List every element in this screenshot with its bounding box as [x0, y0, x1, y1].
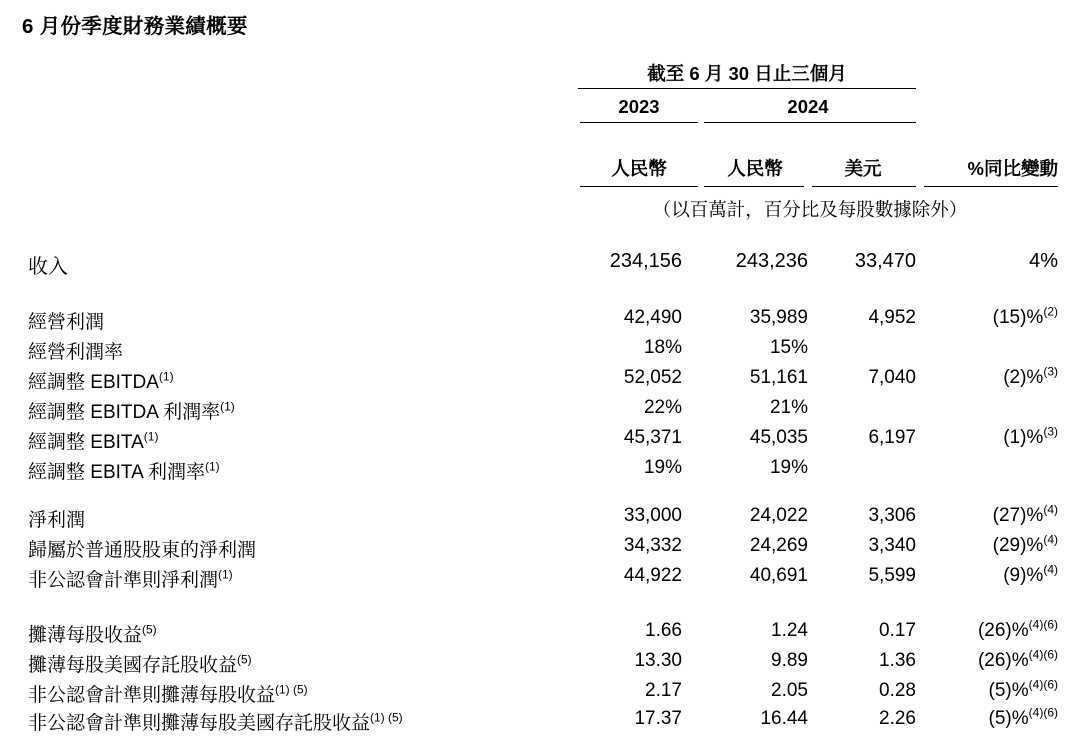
cell-usd-2024: 3,340: [868, 535, 916, 556]
cell-rmb-2023: 13.30: [634, 650, 682, 671]
cell-change: (2)%$^{(3)}$: [1003, 364, 1058, 388]
row-label-footnote: (1) (5): [370, 710, 403, 725]
cell-change: (27)%$^{(4)}$: [992, 502, 1058, 526]
cell-rmb-2023: 234,156: [609, 250, 682, 272]
row-label: 非公認會計準則攤薄每股美國存託股收益$^{(1) (5)}$: [28, 710, 403, 734]
cell-rmb-2023: 2.17: [645, 680, 682, 701]
table-row: [0, 250, 1080, 280]
table-row: [0, 337, 1080, 367]
cell-usd-2024: 3,306: [868, 505, 916, 526]
cell-change: (15)%$^{(2)}$: [992, 304, 1058, 328]
table-row: [0, 397, 1080, 427]
column-group-period: 截至 6 月 30 日止三個月: [647, 63, 847, 84]
cell-rmb-2024: 40,691: [749, 565, 808, 586]
cell-rmb-2024: 243,236: [735, 250, 808, 272]
table-row: [0, 562, 1080, 595]
cell-rmb-2023: 19%: [643, 457, 682, 478]
row-label: 經調整 EBITDA 利潤率$^{(1)}$: [28, 399, 235, 423]
cell-rmb-2023: 18%: [643, 337, 682, 358]
row-label: 收入: [28, 256, 68, 278]
cell-rmb-2024: 24,269: [749, 535, 808, 556]
column-header-yoy-change: %同比變動: [967, 158, 1058, 179]
row-label-footnote: (5): [142, 622, 157, 637]
table-row: [0, 532, 1080, 565]
row-label: 經調整 EBITA$^{(1)}$: [28, 429, 159, 453]
column-header-2024: 2024: [787, 96, 829, 117]
cell-rmb-2023: 17.37: [634, 708, 682, 729]
cell-rmb-2023: 1.66: [645, 620, 682, 641]
cell-rmb-2024: 1.24: [771, 620, 808, 641]
row-label: 經營利潤率: [28, 342, 124, 363]
table-row: [0, 424, 1080, 457]
table-row: [0, 457, 1080, 487]
cell-rmb-2024: 35,989: [749, 307, 808, 328]
table-row: [0, 677, 1080, 710]
cell-change: (29)%$^{(4)}$: [992, 532, 1058, 556]
cell-usd-2024: 5,599: [868, 565, 916, 586]
row-label: 攤薄每股美國存託股收益$^{(5)}$: [28, 652, 252, 676]
cell-rmb-2023: 22%: [643, 397, 682, 418]
cell-usd-2024: 2.26: [879, 708, 916, 729]
table-row: [0, 364, 1080, 397]
row-label: 經調整 EBITA 利潤率$^{(1)}$: [28, 459, 220, 483]
row-label-footnote: (1) (5): [275, 682, 308, 697]
cell-change: (1)%$^{(3)}$: [1003, 424, 1058, 448]
cell-rmb-2023: 44,922: [623, 565, 682, 586]
cell-usd-2024: 1.36: [879, 650, 916, 671]
row-label: 非公認會計準則攤薄每股收益$^{(1) (5)}$: [28, 682, 308, 706]
cell-usd-2024: 33,470: [854, 250, 916, 272]
cell-change: (26)%$^{(4)(6)}$: [977, 647, 1058, 671]
row-label: 歸屬於普通股股東的淨利潤: [28, 540, 257, 561]
cell-rmb-2024: 16.44: [760, 708, 808, 729]
table-row: [0, 705, 1080, 738]
row-label-footnote: (1): [158, 369, 174, 384]
row-label: 非公認會計準則淨利潤$^{(1)}$: [28, 567, 233, 591]
column-header-2023: 2023: [618, 96, 660, 117]
cell-rmb-2024: 24,022: [749, 505, 808, 526]
cell-usd-2024: 7,040: [868, 367, 916, 388]
unit-note: （以百萬計，百分比及每股數據除外）: [652, 199, 968, 220]
row-label-footnote: (1): [205, 459, 220, 474]
cell-rmb-2024: 15%: [769, 337, 808, 358]
cell-rmb-2024: 2.05: [771, 680, 808, 701]
table-row: [0, 502, 1080, 535]
cell-usd-2024: 0.28: [879, 680, 916, 701]
row-label: 淨利潤: [28, 510, 86, 531]
row-label-footnote: (5): [237, 652, 252, 667]
table-row: [0, 617, 1080, 650]
column-header-currency-rmb-2023: 人民幣: [611, 158, 667, 179]
cell-rmb-2024: 9.89: [771, 650, 808, 671]
cell-rmb-2023: 45,371: [623, 427, 682, 448]
rule-currency-underline-3: [812, 186, 916, 187]
cell-rmb-2024: 45,035: [749, 427, 808, 448]
row-label-footnote: (1): [220, 399, 235, 414]
column-header-currency-rmb-2024: 人民幣: [727, 158, 783, 179]
cell-rmb-2024: 19%: [769, 457, 808, 478]
cell-change: (5)%$^{(4)(6)}$: [988, 705, 1058, 729]
cell-rmb-2023: 33,000: [623, 505, 682, 526]
row-label: 攤薄每股收益$^{(5)}$: [28, 622, 157, 646]
rule-2024-underline: [704, 122, 916, 123]
page-title: 6 月份季度財務業績概要: [22, 15, 248, 38]
cell-usd-2024: 6,197: [868, 427, 916, 448]
cell-change: (5)%$^{(4)(6)}$: [988, 677, 1058, 701]
cell-usd-2024: 0.17: [879, 620, 916, 641]
rule-currency-underline-2: [704, 186, 804, 187]
rule-currency-underline-4: [924, 186, 1058, 187]
table-row: [0, 647, 1080, 680]
row-label: 經調整 EBITDA$^{(1)}$: [28, 369, 174, 393]
cell-change: (26)%$^{(4)(6)}$: [977, 617, 1058, 641]
cell-rmb-2024: 51,161: [749, 367, 808, 388]
row-label-footnote: (1): [218, 567, 233, 582]
cell-rmb-2023: 42,490: [623, 307, 682, 328]
row-label: 經營利潤: [28, 312, 105, 333]
cell-usd-2024: 4,952: [868, 307, 916, 328]
row-label-footnote: (1): [143, 429, 159, 444]
cell-rmb-2024: 21%: [769, 397, 808, 418]
cell-change: (9)%$^{(4)}$: [1003, 562, 1058, 586]
rule-period-underline: [578, 88, 916, 89]
rule-currency-underline-1: [580, 186, 698, 187]
column-header-currency-usd-2024: 美元: [844, 158, 882, 179]
rule-2023-underline: [580, 122, 698, 123]
cell-rmb-2023: 34,332: [623, 535, 682, 556]
table-row: [0, 304, 1080, 337]
cell-rmb-2023: 52,052: [623, 367, 682, 388]
cell-change: 4%: [1029, 250, 1058, 272]
